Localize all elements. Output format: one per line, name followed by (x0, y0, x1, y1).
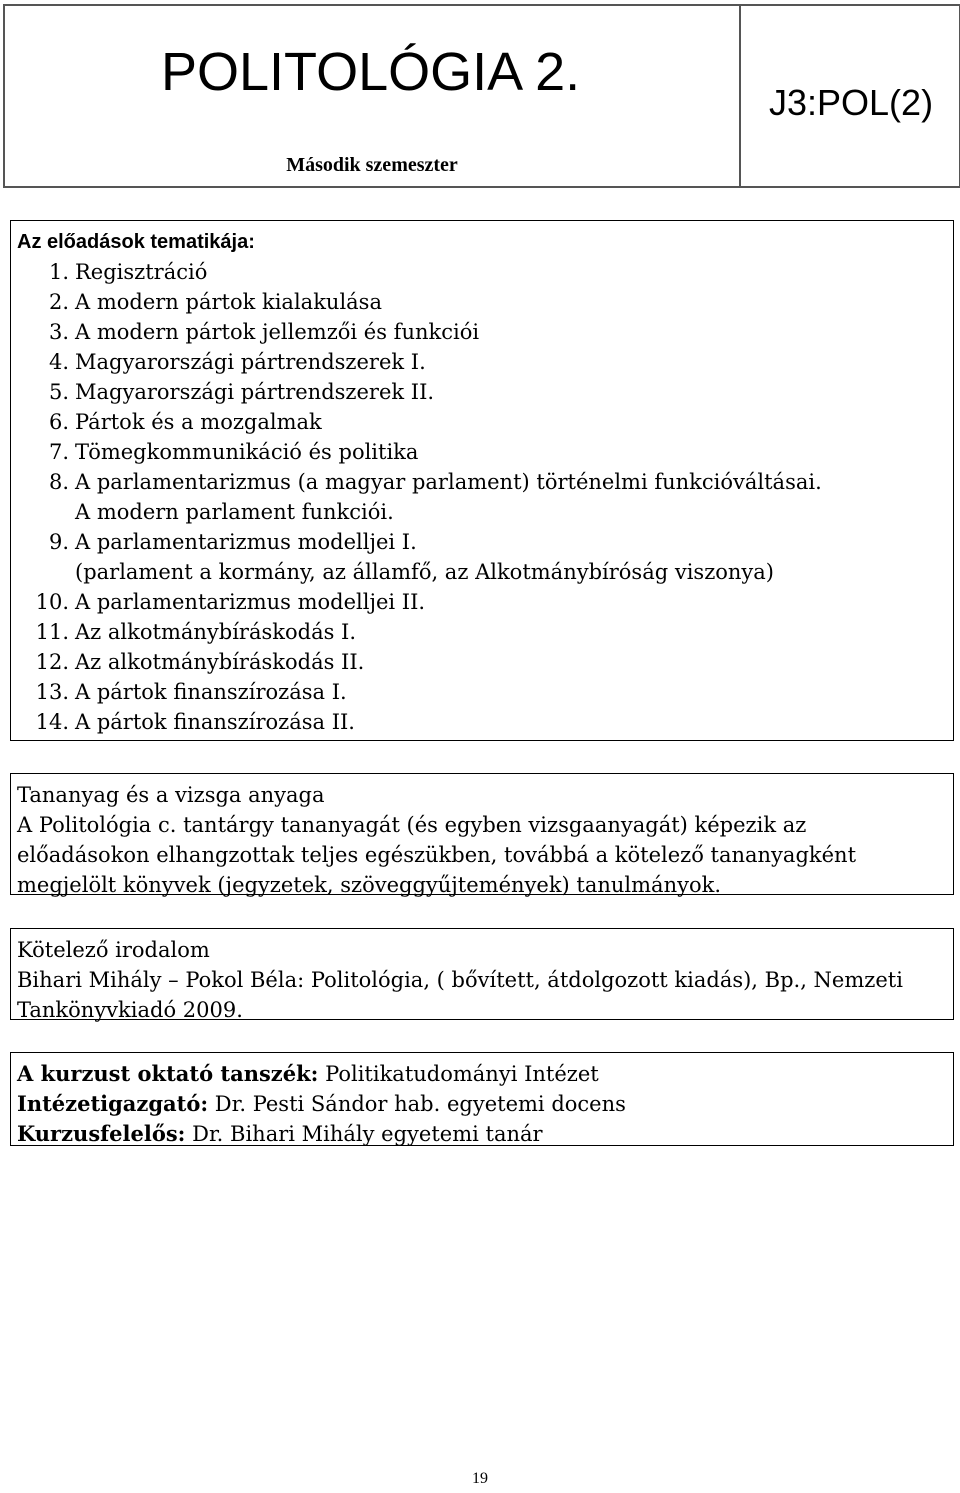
literature-line-1: Bihari Mihály – Pokol Béla: Politológia, ( bővített, átdolgozott kiadás), Bp., Nemzeti (17, 968, 903, 992)
topic-number: 4. (48, 350, 69, 374)
page-subtitle: Második szemeszter (286, 154, 458, 176)
topic-item (17, 407, 953, 437)
topic-item (17, 647, 953, 677)
page-title: POLITOLÓGIA 2. (161, 42, 581, 102)
course-code: J3:POL(2) (769, 82, 934, 123)
staff-section (10, 1052, 954, 1146)
course-lead-value: Dr. Bihari Mihály egyetemi tanár (185, 1122, 543, 1146)
topic-number: 1. (48, 260, 69, 284)
topics-heading: Az előadások tematikája: (17, 231, 255, 253)
topic-number: 10. (35, 590, 69, 614)
topic-item (17, 617, 953, 647)
department-label: A kurzust oktató tanszék: (17, 1061, 319, 1086)
topic-item (17, 707, 953, 737)
material-line-1: A Politológia c. tantárgy tananyagát (és egyben vizsgaanyagát) képezik az (17, 813, 807, 837)
topic-item (17, 287, 953, 317)
topic-text: Pártok és a mozgalmak (75, 410, 322, 434)
topic-text: Magyarországi pártrendszerek I. (75, 350, 426, 374)
topic-number: 12. (35, 650, 69, 674)
material-section (10, 773, 954, 895)
director-label: Intézetigazgató: (17, 1091, 209, 1116)
topic-item (17, 257, 953, 287)
department-value: Politikatudományi Intézet (318, 1062, 599, 1086)
topic-number: 11. (35, 620, 69, 644)
topic-number (17, 557, 75, 587)
topic-number: 3. (48, 320, 69, 344)
header-title-cell (5, 6, 741, 186)
topic-item (17, 467, 953, 497)
topic-text: Az alkotmánybíráskodás I. (75, 620, 357, 644)
topic-item (17, 377, 953, 407)
topics-section (10, 220, 954, 741)
literature-section (10, 928, 954, 1020)
course-lead-label: Kurzusfelelős: (17, 1121, 186, 1146)
topic-number: 9. (48, 530, 69, 554)
topic-text: A parlamentarizmus modelljei II. (75, 590, 426, 614)
topic-text: A parlamentarizmus modelljei I. (75, 530, 417, 554)
topic-text: (parlament a kormány, az államfő, az Alkotmánybíróság viszonya) (75, 560, 774, 584)
literature-line-2: Tankönyvkiadó 2009. (17, 998, 243, 1022)
director-value: Dr. Pesti Sándor hab. egyetemi docens (208, 1092, 626, 1116)
literature-heading: Kötelező irodalom (17, 938, 210, 962)
topic-item (17, 527, 953, 557)
topic-text: A parlamentarizmus (a magyar parlament) történelmi funkcióváltásai. (75, 470, 822, 494)
topic-item (17, 317, 953, 347)
material-heading: Tananyag és a vizsga anyaga (17, 783, 325, 807)
topic-item (17, 587, 953, 617)
material-line-2: előadásokon elhangzottak teljes egészükben, továbbá a kötelező tananyagként (17, 843, 857, 867)
material-line-3: megjelölt könyvek (jegyzetek, szöveggyűjtemények) tanulmányok. (17, 873, 722, 897)
topics-list (17, 257, 953, 737)
topic-item (17, 437, 953, 467)
director-row (17, 1089, 953, 1119)
topic-text: A pártok finanszírozása II. (75, 710, 355, 734)
topic-number: 14. (35, 710, 69, 734)
topic-number (17, 497, 75, 527)
topic-number: 8. (48, 470, 69, 494)
topic-number: 7. (48, 440, 69, 464)
topic-item (17, 677, 953, 707)
department-row (17, 1059, 953, 1089)
course-lead-row (17, 1119, 953, 1149)
topic-text: A pártok finanszírozása I. (75, 680, 347, 704)
topic-item (17, 557, 953, 587)
topic-text: A modern parlament funkciói. (75, 500, 394, 524)
topic-number: 2. (48, 290, 69, 314)
page-number: 19 (472, 1470, 488, 1487)
topic-number: 13. (35, 680, 69, 704)
header-box (3, 4, 960, 188)
topic-item (17, 497, 953, 527)
topic-text: Regisztráció (75, 260, 208, 284)
topic-text: Magyarországi pártrendszerek II. (75, 380, 435, 404)
topic-number: 6. (48, 410, 69, 434)
topic-text: Tömegkommunikáció és politika (75, 440, 419, 464)
topic-text: Az alkotmánybíráskodás II. (75, 650, 365, 674)
topic-text: A modern pártok jellemzői és funkciói (75, 320, 480, 344)
topic-number: 5. (48, 380, 69, 404)
topic-text: A modern pártok kialakulása (75, 290, 382, 314)
topic-item (17, 347, 953, 377)
